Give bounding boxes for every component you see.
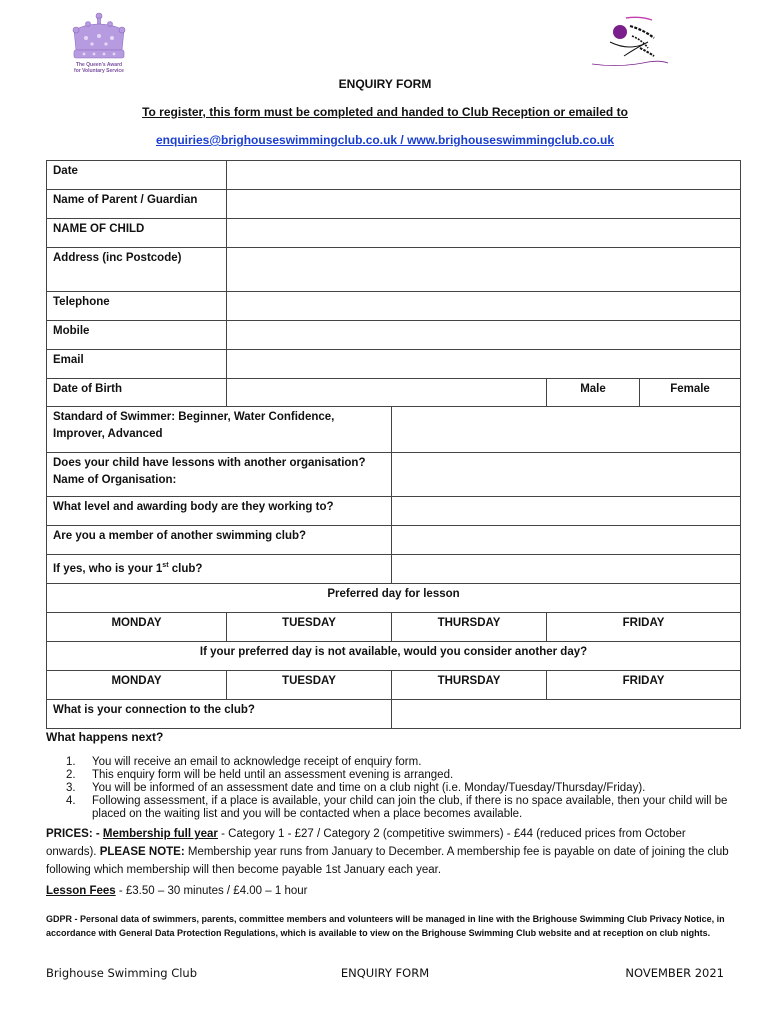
step-number: 1. [66, 756, 76, 768]
email-field[interactable] [227, 350, 741, 379]
row-first-club [47, 555, 741, 584]
next-steps-list [66, 756, 736, 821]
row-preferred-days [47, 613, 741, 642]
note-label: PLEASE NOTE: [99, 846, 185, 858]
award-line-2: for Voluntary Service [74, 68, 124, 74]
row-address [47, 248, 741, 292]
alternative-thursday[interactable]: THURSDAY [392, 671, 547, 700]
alternative-monday[interactable]: MONDAY [47, 671, 227, 700]
step-number: 3. [66, 782, 76, 794]
alternative-tuesday[interactable]: TUESDAY [227, 671, 392, 700]
level-label: What level and awarding body are they working to? [47, 497, 392, 526]
footer-date: NOVEMBER 2021 [625, 966, 724, 980]
first-club-field[interactable] [392, 555, 741, 584]
step-number: 4. [66, 795, 76, 807]
row-email [47, 350, 741, 379]
telephone-label: Telephone [47, 292, 227, 321]
mobile-field[interactable] [227, 321, 741, 350]
alternative-friday[interactable]: FRIDAY [547, 671, 741, 700]
row-connection [47, 700, 741, 729]
dob-label: Date of Birth [47, 379, 227, 407]
row-parent [47, 190, 741, 219]
step-text: You will be informed of an assessment date and time on a club night (i.e. Monday/Tuesday/Thursday/Friday). [92, 782, 646, 794]
prices-label: PRICES: - [46, 828, 103, 840]
first-club-post: club? [168, 562, 203, 575]
step-item [66, 756, 736, 769]
row-telephone [47, 292, 741, 321]
footer-form-name: ENQUIRY FORM [340, 966, 430, 980]
form-instruction: To register, this form must be completed and handed to Club Reception or emailed to [142, 105, 628, 119]
first-club-pre: If yes, who is your 1 [53, 562, 163, 575]
prices-paragraph [46, 825, 730, 879]
contact-links[interactable]: enquiries@brighouseswimmingclub.co.uk / www.brighouseswimmingclub.co.uk [156, 133, 614, 147]
member-label: Are you a member of another swimming club? [47, 526, 392, 555]
female-option[interactable]: Female [640, 379, 741, 407]
date-label: Date [47, 161, 227, 190]
enquiry-form-table [46, 160, 741, 729]
row-lessons [47, 453, 741, 497]
membership-label: Membership full year [102, 828, 218, 840]
address-field[interactable] [227, 248, 741, 292]
lessons-label: Does your child have lessons with another organisation? Name of Organisation: [47, 453, 392, 497]
email-label: Email [47, 350, 227, 379]
telephone-field[interactable] [227, 292, 741, 321]
lesson-fees [46, 885, 730, 897]
preferred-tuesday[interactable]: TUESDAY [227, 613, 392, 642]
next-steps-heading: What happens next? [46, 730, 164, 744]
member-field[interactable] [392, 526, 741, 555]
row-member [47, 526, 741, 555]
brighouse-swimming-club-logo-icon [590, 12, 670, 70]
lesson-fees-text: - £3.50 – 30 minutes / £4.00 – 1 hour [115, 885, 308, 897]
queens-award-logo [66, 10, 132, 78]
step-text: This enquiry form will be held until an assessment evening is arranged. [92, 769, 454, 781]
row-dob [47, 379, 741, 407]
alternative-day-heading: If your preferred day is not available, would you consider another day? [47, 642, 741, 671]
level-field[interactable] [392, 497, 741, 526]
lessons-field[interactable] [392, 453, 741, 497]
step-text: Following assessment, if a place is available, your child can join the club, if there is no space available, then your child will be placed on the waiting list and you will be contacted when a place becomes available. [92, 795, 728, 820]
mobile-label: Mobile [47, 321, 227, 350]
gdpr-notice: GDPR - Personal data of swimmers, parents, committee members and volunteers will be managed in line with the Brighouse Swimming Club Privacy Notice, in accordance with General Data Protection Regulations, which is available to view on the Brighouse Swimming Club website and at reception on club nights. [46, 914, 725, 938]
step-item [66, 769, 736, 782]
preferred-day-heading: Preferred day for lesson [47, 584, 741, 613]
row-date [47, 161, 741, 190]
child-label: NAME OF CHILD [47, 219, 227, 248]
male-option[interactable]: Male [547, 379, 640, 407]
form-title: ENQUIRY FORM [338, 77, 432, 91]
date-field[interactable] [227, 161, 741, 190]
row-child [47, 219, 741, 248]
parent-label: Name of Parent / Guardian [47, 190, 227, 219]
connection-label: What is your connection to the club? [47, 700, 392, 729]
row-alternative [47, 642, 741, 671]
first-club-sup: st [162, 562, 169, 569]
step-item [66, 795, 736, 821]
row-mobile [47, 321, 741, 350]
preferred-thursday[interactable]: THURSDAY [392, 613, 547, 642]
row-standard [47, 407, 741, 453]
standard-label: Standard of Swimmer: Beginner, Water Confidence, Improver, Advanced [47, 407, 392, 453]
crown-icon [66, 10, 132, 62]
step-text: You will receive an email to acknowledge receipt of enquiry form. [92, 756, 422, 768]
row-alternative-days [47, 671, 741, 700]
parent-field[interactable] [227, 190, 741, 219]
club-logo [590, 12, 670, 70]
preferred-monday[interactable]: MONDAY [47, 613, 227, 642]
step-number: 2. [66, 769, 76, 781]
step-item [66, 782, 736, 795]
dob-field[interactable] [227, 379, 547, 407]
address-label: Address (inc Postcode) [47, 248, 227, 292]
membership-text: - Category 1 - £27 / Category 2 (competitive swimmers) - £44 (reduced prices from October onwards). [46, 828, 686, 858]
connection-field[interactable] [392, 700, 741, 729]
award-line-1: The Queen's Award [75, 62, 123, 68]
standard-field[interactable] [392, 407, 741, 453]
first-club-label [47, 555, 392, 584]
row-level [47, 497, 741, 526]
footer-club-name: Brighouse Swimming Club [46, 966, 198, 980]
child-field[interactable] [227, 219, 741, 248]
preferred-friday[interactable]: FRIDAY [547, 613, 741, 642]
lesson-fees-label: Lesson Fees [46, 885, 116, 897]
row-preferred [47, 584, 741, 613]
note-text: Membership year runs from January to December. A membership fee is payable on date of joining the club following which membership will then become payable 1st January each year. [46, 846, 729, 876]
